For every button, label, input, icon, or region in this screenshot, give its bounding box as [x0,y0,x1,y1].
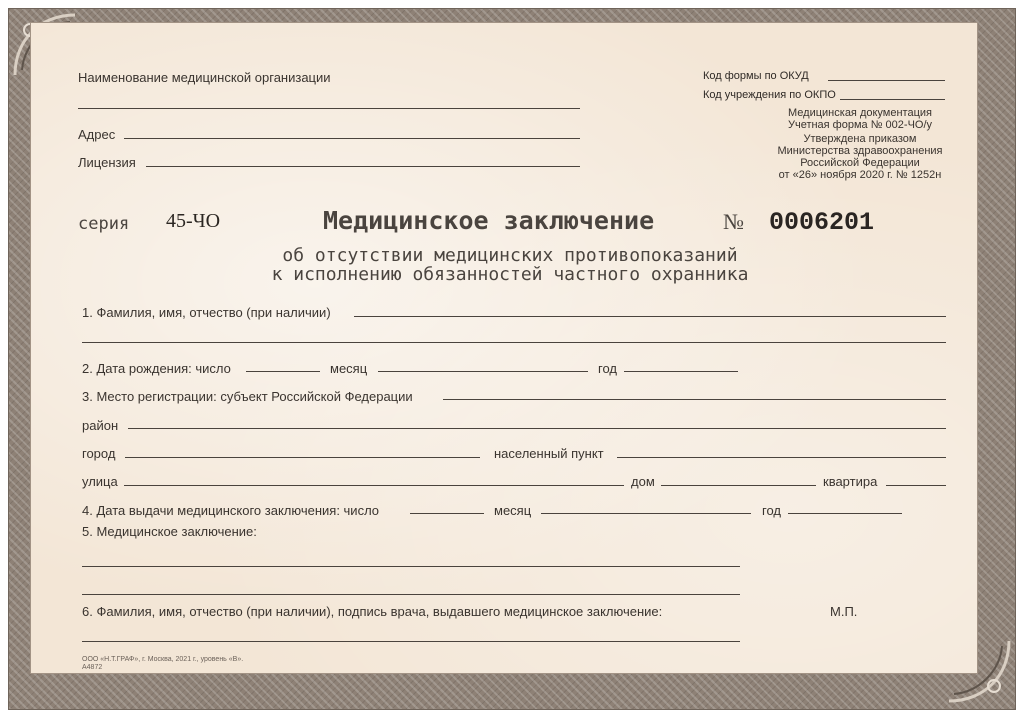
birth-day-line[interactable] [246,371,320,372]
apartment-label: квартира [823,474,878,489]
stamp-label: М.П. [830,604,858,619]
order-line-3: Российской Федерации [800,157,920,169]
field-1-label: 1. Фамилия, имя, отчество (при наличии) [82,305,331,320]
region-line[interactable] [443,399,946,400]
subtitle-line-1: об отсутствии медицинских противопоказаний [282,245,738,266]
document-number: 0006201 [769,208,875,237]
field-6-label: 6. Фамилия, имя, отчество (при наличии), подпись врача, выдавшего медицинское заключение: [82,604,663,619]
issue-month-label: месяц [494,503,532,518]
order-line-2: Министерства здравоохранения [777,145,943,157]
license-label: Лицензия [78,155,136,170]
city-line[interactable] [125,457,480,458]
birth-year-line[interactable] [624,371,738,372]
printer-info [82,656,243,672]
issue-day-line[interactable] [410,513,484,514]
field-2-label: 2. Дата рождения: число [82,361,231,376]
okud-label: Код формы по ОКУД [703,70,809,82]
field-4-label: 4. Дата выдачи медицинского заключения: число [82,503,380,518]
apartment-line[interactable] [886,485,946,486]
document-subtitle [200,246,820,284]
series-label: серия [78,214,130,234]
house-line[interactable] [661,485,816,486]
okpo-label: Код учреждения по ОКПО [703,89,836,101]
org-name-label: Наименование медицинской организации [78,70,331,85]
street-line[interactable] [124,485,624,486]
conclusion-line-2[interactable] [82,594,740,595]
house-label: дом [631,474,655,489]
settlement-label: населенный пункт [494,446,604,461]
field-3-label: 3. Место регистрации: субъект Российской Федерации [82,389,413,404]
doc-line-2: Учетная форма № 002-ЧО/у [787,119,933,131]
order-line-1: Утверждена приказом [803,133,917,145]
city-label: город [82,446,116,461]
field-1-line-2[interactable] [82,342,946,343]
street-label: улица [82,474,118,489]
okpo-line[interactable] [840,99,945,100]
number-sign: № [723,209,744,234]
series-value: 45-ЧО [166,210,221,232]
order-reference [770,133,950,181]
org-name-line[interactable] [78,108,580,109]
district-label: район [82,418,119,433]
address-line[interactable] [124,138,580,139]
issue-year-line[interactable] [788,513,902,514]
conclusion-line-1[interactable] [82,566,740,567]
field-1-line[interactable] [354,316,946,317]
printer-line-2: А4872 [82,664,103,671]
order-line-4: от «26» ноября 2020 г. № 1252н [778,169,942,181]
birth-month-label: месяц [330,361,368,376]
printer-line-1: ООО «Н.Т.ГРАФ», г. Москва, 2021 г., уровень «В». [82,656,244,663]
form-reference [770,107,950,131]
doc-line-1: Медицинская документация [788,107,932,119]
address-label: Адрес [78,127,116,142]
document-title: Медицинское заключение [323,206,655,235]
birth-year-label: год [598,361,617,376]
license-line[interactable] [146,166,580,167]
subtitle-line-2: к исполнению обязанностей частного охранника [271,264,749,285]
field-5-label: 5. Медицинское заключение: [82,524,257,539]
issue-month-line[interactable] [541,513,751,514]
issue-year-label: год [762,503,781,518]
district-line[interactable] [128,428,946,429]
settlement-line[interactable] [617,457,946,458]
birth-month-line[interactable] [378,371,588,372]
doctor-signature-line[interactable] [82,641,740,642]
okud-line[interactable] [828,80,945,81]
